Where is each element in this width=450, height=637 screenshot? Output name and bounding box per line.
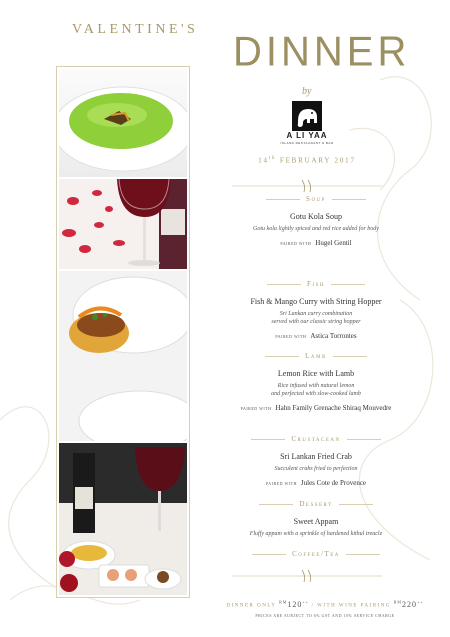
course-heading: Soup — [306, 195, 326, 203]
dish-name: Sri Lankan Fried Crab — [280, 452, 352, 461]
pricing-line: DINNER ONLY $^{RM}$120++ / WITH WINE PAIRING $^{RM}$220++ — [226, 599, 424, 609]
green-soup-photo — [59, 69, 187, 177]
dish-name: Fish & Mango Curry with String Hopper — [250, 297, 382, 306]
course-heading: Dessert — [299, 500, 333, 508]
wine-pairing: PAIRED WITH Astica Torrontes — [275, 332, 357, 340]
dish-name: Sweet Appam — [293, 517, 339, 526]
by-label: by — [302, 86, 312, 97]
course-lamb — [200, 350, 432, 412]
event-date: 14th FEBRUARY 2017 — [258, 156, 356, 165]
course-soup — [200, 193, 432, 247]
course-heading: Fish — [307, 280, 325, 288]
dish-description: Fluffy appam with a sprinkle of hardened kithul treacle — [249, 531, 383, 537]
course-fish — [200, 278, 432, 340]
course-dessert — [200, 498, 432, 538]
photo-column — [56, 66, 190, 598]
wine-pairing: PAIRED WITH Hahn Family Grenache Shiraq Mouvedre — [240, 404, 392, 412]
wine-pairing: PAIRED WITH Jules Cote de Provence — [265, 479, 367, 487]
wine-and-appetizers-photo — [59, 443, 187, 595]
dish-description: Gotu kola lightly spiced and red rice added for body — [253, 226, 379, 232]
course-crustacean — [200, 433, 432, 487]
dish-description: Sri Lankan curry combination served with our classic string hopper — [271, 311, 361, 325]
fish-curry-plate-photo — [59, 271, 187, 441]
dish-name: Gotu Kola Soup — [290, 212, 342, 221]
eyebrow-heading: VALENTINE'S — [72, 22, 199, 37]
brand-name: A LI YAA — [286, 131, 328, 140]
flourish-divider-bottom — [232, 568, 382, 584]
dish-description: Succulent crabs fried to perfection — [274, 466, 358, 472]
dish-name: Lemon Rice with Lamb — [277, 369, 355, 378]
course-heading: Lamb — [305, 352, 327, 360]
flourish-divider — [232, 178, 382, 194]
page-title: DINNER — [233, 28, 411, 76]
course-heading: Coffee/Tea — [292, 550, 340, 558]
wine-pairing: PAIRED WITH Hugel Gentil — [280, 239, 352, 247]
elephant-icon — [292, 101, 322, 131]
fine-print: PRICES ARE SUBJECT TO 6% GST AND 10% SERVICE CHARGE — [255, 613, 395, 618]
course-heading: Crustacean — [291, 435, 341, 443]
brand-tagline: ISLAND RESTAURANT & BAR — [280, 141, 334, 145]
red-wine-rose-petals-photo — [59, 179, 187, 269]
dish-description: Rice infused with natural lemon and perfected with slow-cooked lamb — [271, 383, 361, 397]
course-coffee-tea — [200, 548, 432, 560]
